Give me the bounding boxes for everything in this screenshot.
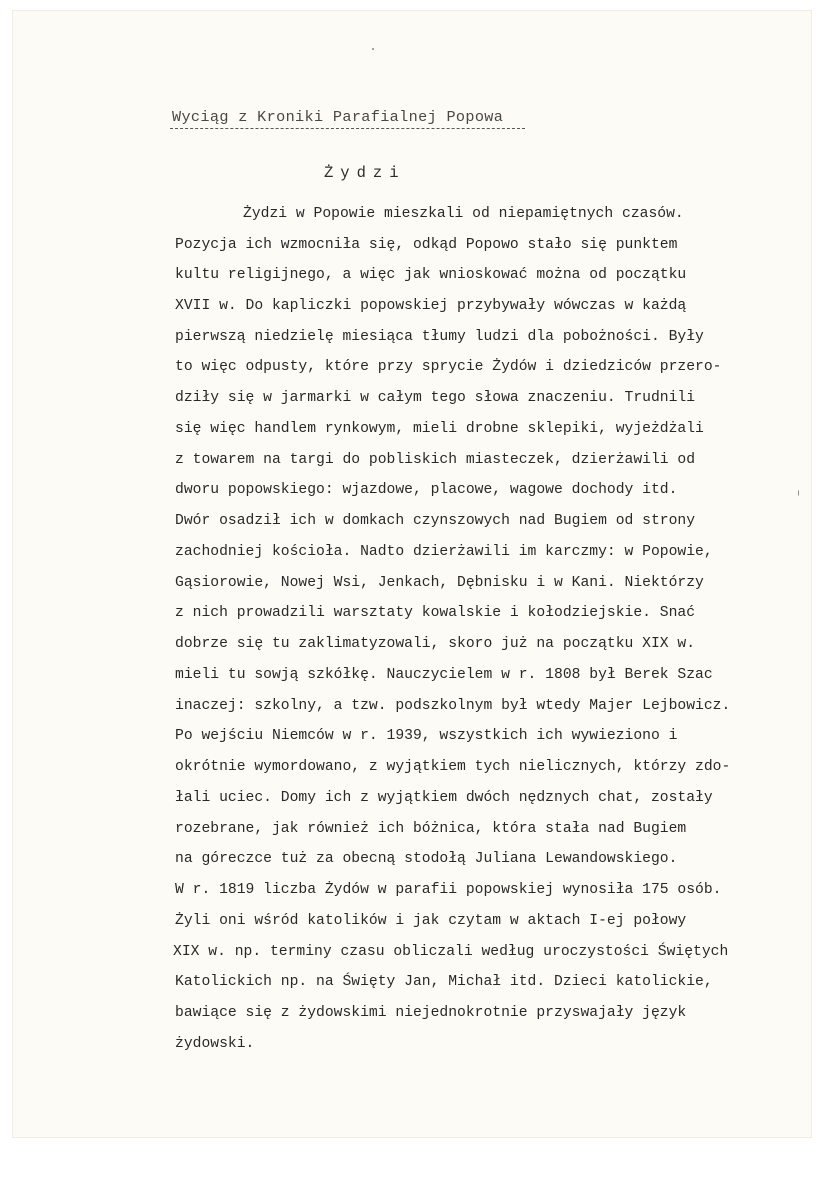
body-line: dworu popowskiego: wjazdowe, placowe, wagowe dochody itd. [175, 482, 678, 498]
body-line: Żyli oni wśród katolików i jak czytam w aktach I-ej połowy [175, 913, 687, 929]
body-line: się więc handlem rynkowym, mieli drobne sklepiki, wyjeżdżali [175, 421, 704, 437]
paper-speck [372, 48, 374, 50]
body-line: dziły się w jarmarki w całym tego słowa znaczeniu. Trudnili [175, 390, 696, 406]
title-underline [170, 128, 525, 129]
document-title: Wyciąg z Kroniki Parafialnej Popowa [172, 108, 504, 126]
body-line: kultu religijnego, a więc jak wnioskować można od początku [175, 267, 687, 283]
body-line: to więc odpusty, które przy sprycie Żydów i dziedziców przero- [175, 359, 722, 375]
body-line: mieli tu sowją szkółkę. Nauczycielem w r. 1808 był Berek Szac [175, 667, 713, 683]
body-line: Żydzi w Popowie mieszkali od niepamiętnych czasów. [243, 206, 684, 222]
body-line: Pozycja ich wzmocniła się, odkąd Popowo stało się punktem [175, 237, 678, 253]
body-line: XVII w. Do kapliczki popowskiej przybywały wówczas w każdą [175, 298, 687, 314]
body-line: na góreczce tuż za obecną stodołą Juliana Lewandowskiego. [175, 851, 678, 867]
body-line: Dwór osadził ich w domkach czynszowych nad Bugiem od strony [175, 513, 696, 529]
body-line: W r. 1819 liczba Żydów w parafii popowskiej wynosiła 175 osób. [175, 882, 722, 898]
body-line: bawiące się z żydowskimi niejednokrotnie przyswajały język [175, 1005, 687, 1021]
section-heading: Żydzi [324, 164, 406, 182]
body-line: XIX w. np. terminy czasu obliczali według uroczystości Świętych [173, 944, 729, 960]
body-line: Katolickich np. na Święty Jan, Michał itd. Dzieci katolickie, [175, 974, 713, 990]
body-line: inaczej: szkolny, a tzw. podszkolnym był wtedy Majer Lejbowicz. [175, 698, 731, 714]
body-line: dobrze się tu zaklimatyzowali, skoro już na początku XIX w. [175, 636, 696, 652]
body-line: Gąsiorowie, Nowej Wsi, Jenkach, Dębnisku i w Kani. Niektórzy [175, 575, 704, 591]
body-line: żydowski. [175, 1036, 255, 1052]
body-line: okrótnie wymordowano, z wyjątkiem tych nielicznych, którzy zdo- [175, 759, 731, 775]
body-line: Po wejściu Niemców w r. 1939, wszystkich ich wywieziono i [175, 728, 678, 744]
paper-speck [798, 490, 799, 496]
body-line: pierwszą niedzielę miesiąca tłumy ludzi dla pobożności. Były [175, 329, 704, 345]
body-line: zachodniej kościoła. Nadto dzierżawili im karczmy: w Popowie, [175, 544, 713, 560]
body-line: łali uciec. Domy ich z wyjątkiem dwóch nędznych chat, zostały [175, 790, 713, 806]
body-line: rozebrane, jak również ich bóżnica, która stała nad Bugiem [175, 821, 687, 837]
body-line: z nich prowadzili warsztaty kowalskie i kołodziejskie. Snać [175, 605, 696, 621]
body-line: z towarem na targi do pobliskich miasteczek, dzierżawili od [175, 452, 696, 468]
